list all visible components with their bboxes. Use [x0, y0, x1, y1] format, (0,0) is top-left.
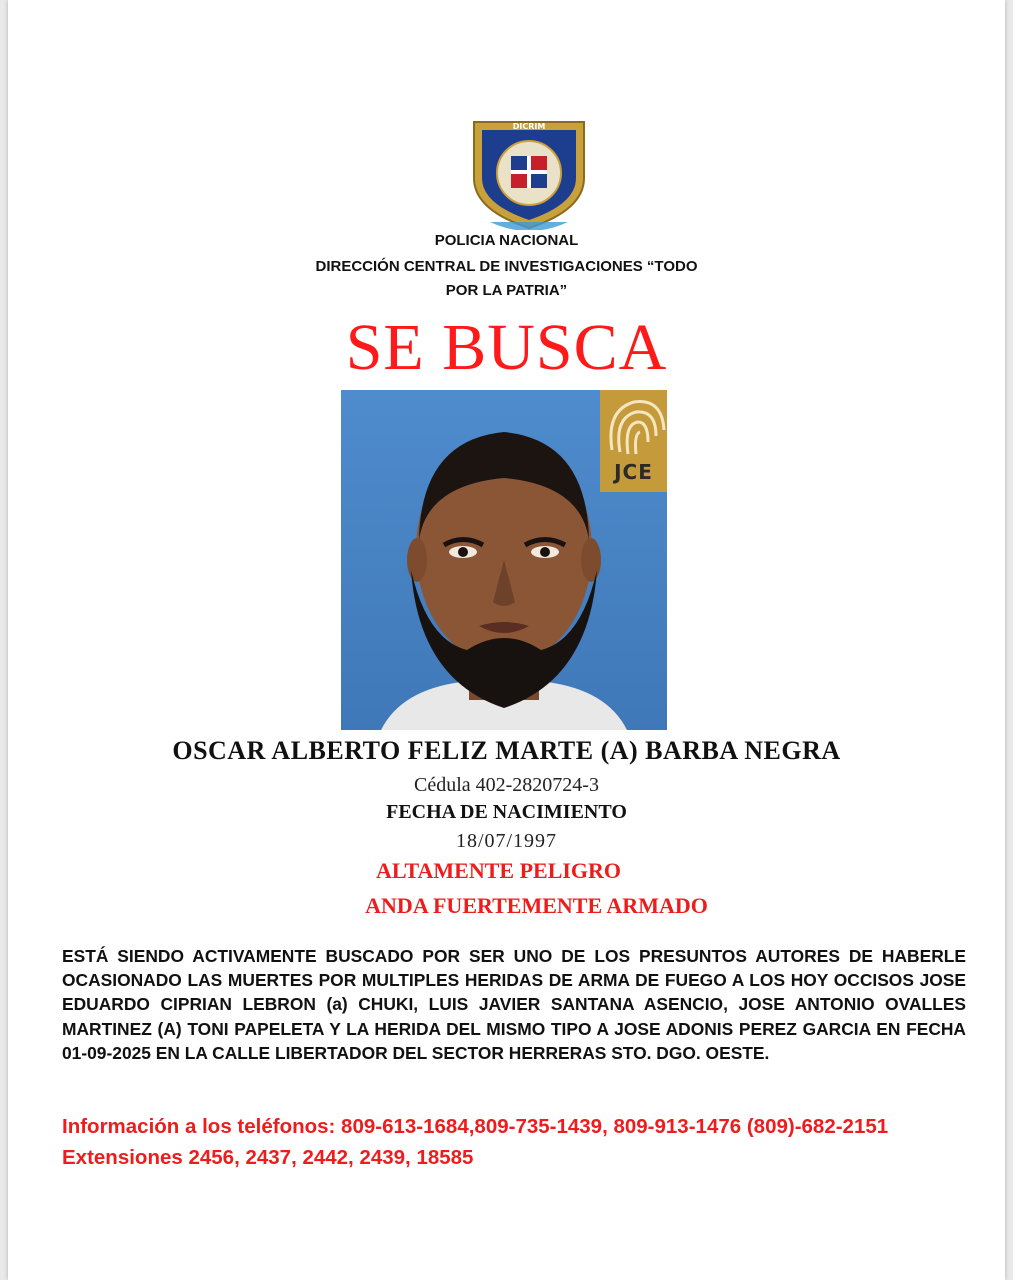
warning-dangerous: ALTAMENTE PELIGRO	[375, 858, 622, 883]
header-line-2: DIRECCIÓN CENTRAL DE INVESTIGACIONES “TODO	[315, 258, 698, 275]
header-line-1: POLICIA NACIONAL	[434, 232, 579, 249]
warning-armed: ANDA FUERTEMENTE ARMADO	[365, 893, 708, 918]
svg-text:DICRIM: DICRIM	[512, 122, 546, 131]
wanted-poster	[8, 0, 1005, 1280]
header-line-3: POR LA PATRIA”	[445, 282, 568, 299]
dob-label: FECHA DE NACIMIENTO	[386, 801, 627, 823]
headline-se-busca: SE BUSCA	[345, 311, 668, 384]
jce-logo	[600, 390, 667, 492]
suspect-photo	[341, 390, 667, 730]
suspect-name: OSCAR ALBERTO FELIZ MARTE (A) BARBA NEGRA	[172, 736, 841, 765]
cedula-number: Cédula 402-2820724-3	[414, 774, 599, 796]
fingerprint-icon	[600, 390, 667, 460]
description-paragraph: ESTÁ SIENDO ACTIVAMENTE BUSCADO POR SER UNO DE LOS PRESUNTOS AUTORES DE HABERLE OCASIONADO LAS MUERTES POR MULTIPLES HERIDAS DE ARMA DE FUEGO A LOS HOY OCCISOS JOSE EDUARDO CIPRIAN LEBRON (a) CHUKI, LUIS JAVIER SANTANA ASENCIO, JOSE ANTONIO OVALLES MARTINEZ (A) TONI PAPELETA Y LA HERIDA DEL MISMO TIPO A JOSE ADONIS PEREZ GARCIA EN FECHA 01-09-2025 EN LA CALLE LIBERTADOR DEL SECTOR HERRERAS STO. DGO. OESTE.	[62, 946, 966, 1063]
contact-info: Información a los teléfonos: 809-613-1684,809-735-1439, 809-913-1476 (809)-682-2151 Extensiones 2456, 2437, 2442, 2439, 18585	[62, 1115, 889, 1169]
dob-value: 18/07/1997	[455, 830, 558, 852]
jce-label: JCE	[614, 460, 653, 484]
dicrim-badge-icon	[466, 118, 592, 230]
